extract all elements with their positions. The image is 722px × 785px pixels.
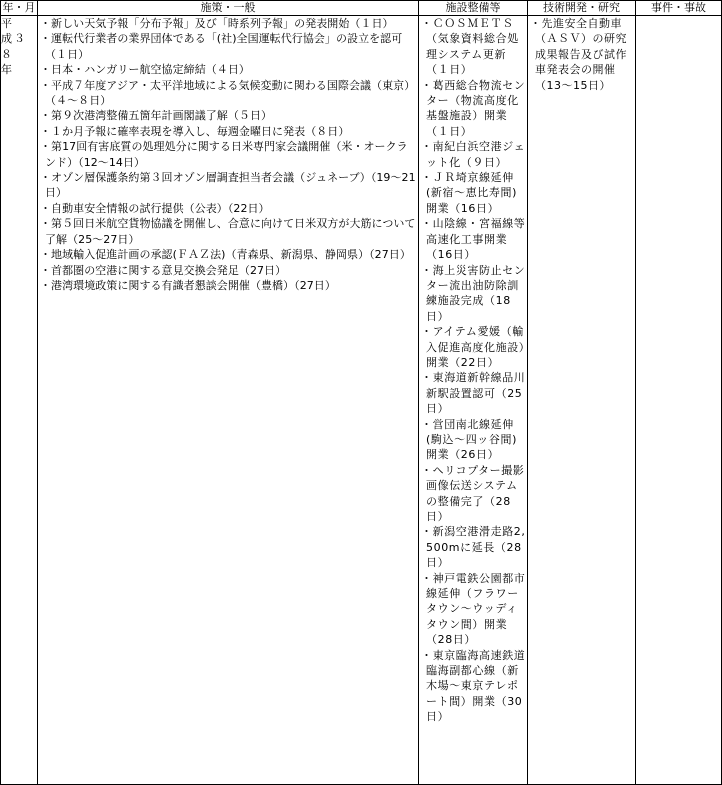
policy-entry: ・運転代行業者の業界団体である「(社)全国運転代行協会」の設立を認可（１日） — [40, 32, 403, 61]
infrastructure-entry: ・ＪＲ埼京線延伸(新宿〜恵比寿間)開業（16日） — [421, 171, 517, 215]
header-row — [1, 1, 722, 16]
infrastructure-entry: ・南紀白浜空港ジェット化（９日） — [421, 140, 526, 169]
policy-entry: ・新しい天気予報「分布予報」及び「時系列予報」の発表開始（１日） — [40, 17, 394, 30]
policy-entry: ・第17回有害底質の処理処分に関する日米専門家会議開催（米・オークランド）（12〜14日） — [40, 140, 408, 169]
header-year-month: 年・月 — [2, 1, 36, 14]
policy-list — [38, 16, 418, 293]
year-label-line: 成３ — [1, 32, 27, 46]
infrastructure-entry: ・東京臨海高速鉄道臨海副都心線（新木場〜東京テレポート間）開業（30日） — [421, 648, 526, 724]
technology-entry: ・先進安全自動車（ＡＳＶ）の研究成果報告及び試作車発表会の開催（13〜15日） — [530, 17, 627, 92]
technology-cell — [528, 16, 636, 785]
body-row — [1, 16, 722, 785]
header-incidents: 事件・事故 — [636, 1, 722, 16]
policy-cell — [38, 16, 419, 785]
infrastructure-entry: ・営団南北線延伸(駒込〜四ッ谷間)開業（26日） — [421, 417, 517, 462]
policy-entry: ・オゾン層保護条約第３回オゾン層調査担当者会議（ジュネーブ）（19〜21日） — [40, 171, 416, 200]
infrastructure-entry: ・神戸電鉄公園都市線延伸（フラワータウン〜ウッディタウン間）開業（28日） — [421, 571, 526, 647]
year-label-line: ８ — [1, 47, 14, 61]
infrastructure-entry: ・ヘリコプター撮影画像伝送システムの整備完了（28日） — [421, 463, 525, 523]
infrastructure-entry: ・山陰線・宮福線等高速化工事開業（16日） — [421, 217, 526, 262]
policy-entry: ・１か月予報に確率表現を導入し、毎週金曜日に発表（８日） — [40, 124, 350, 138]
incidents-cell — [636, 16, 722, 785]
infrastructure-entry: ・葛西総合物流センター（物流高度化基盤施設）開業（１日） — [421, 78, 526, 138]
technology-list — [528, 16, 635, 93]
header-infrastructure: 施設整備等 — [419, 1, 528, 16]
policy-entry: ・地域輸入促進計画の承認(ＦＡＺ法)（青森県、新潟県、静岡県）（27日） — [40, 248, 411, 262]
policy-entry: ・第９次港湾整備五箇年計画閣議了解（５日） — [40, 109, 273, 123]
infrastructure-entry: ・東海道新幹線品川新駅設置認可（25日） — [421, 371, 526, 416]
header-technology: 技術開発・研究 — [528, 1, 636, 16]
policy-entry: ・自動車安全情報の試行提供（公表）（22日） — [40, 201, 270, 215]
policy-entry: ・港湾環境政策に関する有識者懇談会開催（豊橋）（27日） — [40, 278, 336, 292]
policy-entry: ・第５回日米航空貨物協議を開催し、合意に向けて日米双方が大筋について了解（25〜27日） — [40, 217, 416, 246]
infrastructure-list — [419, 16, 527, 725]
policy-entry: ・日本・ハンガリー航空協定締結（４日） — [40, 63, 250, 77]
infrastructure-cell — [419, 16, 528, 785]
infrastructure-entry: ・ＣＯＳＭＥＴＳ（気象資料総合処理システム更新（１日） — [421, 17, 519, 77]
header-policy: 施策・一般 — [38, 1, 419, 16]
infrastructure-entry: ・アイテム愛媛（輸入促進高度化施設）開業（22日） — [421, 325, 525, 369]
infrastructure-entry: ・新潟空港滑走路2,500mに延長（28日） — [421, 525, 526, 570]
policy-entry: ・首都圏の空港に関する意見交換会発足（27日） — [40, 263, 287, 277]
year-label-line: 平 — [1, 17, 14, 30]
year-month-cell — [1, 16, 38, 785]
year-label-line: 年 — [1, 63, 14, 77]
policy-entry: ・平成７年度アジア・太平洋地域による気候変動に関わる国際会議（東京）（４〜８日） — [40, 78, 416, 108]
infrastructure-entry: ・海上災害防止センター流出油防除訓練施設完成（18日） — [421, 263, 526, 323]
